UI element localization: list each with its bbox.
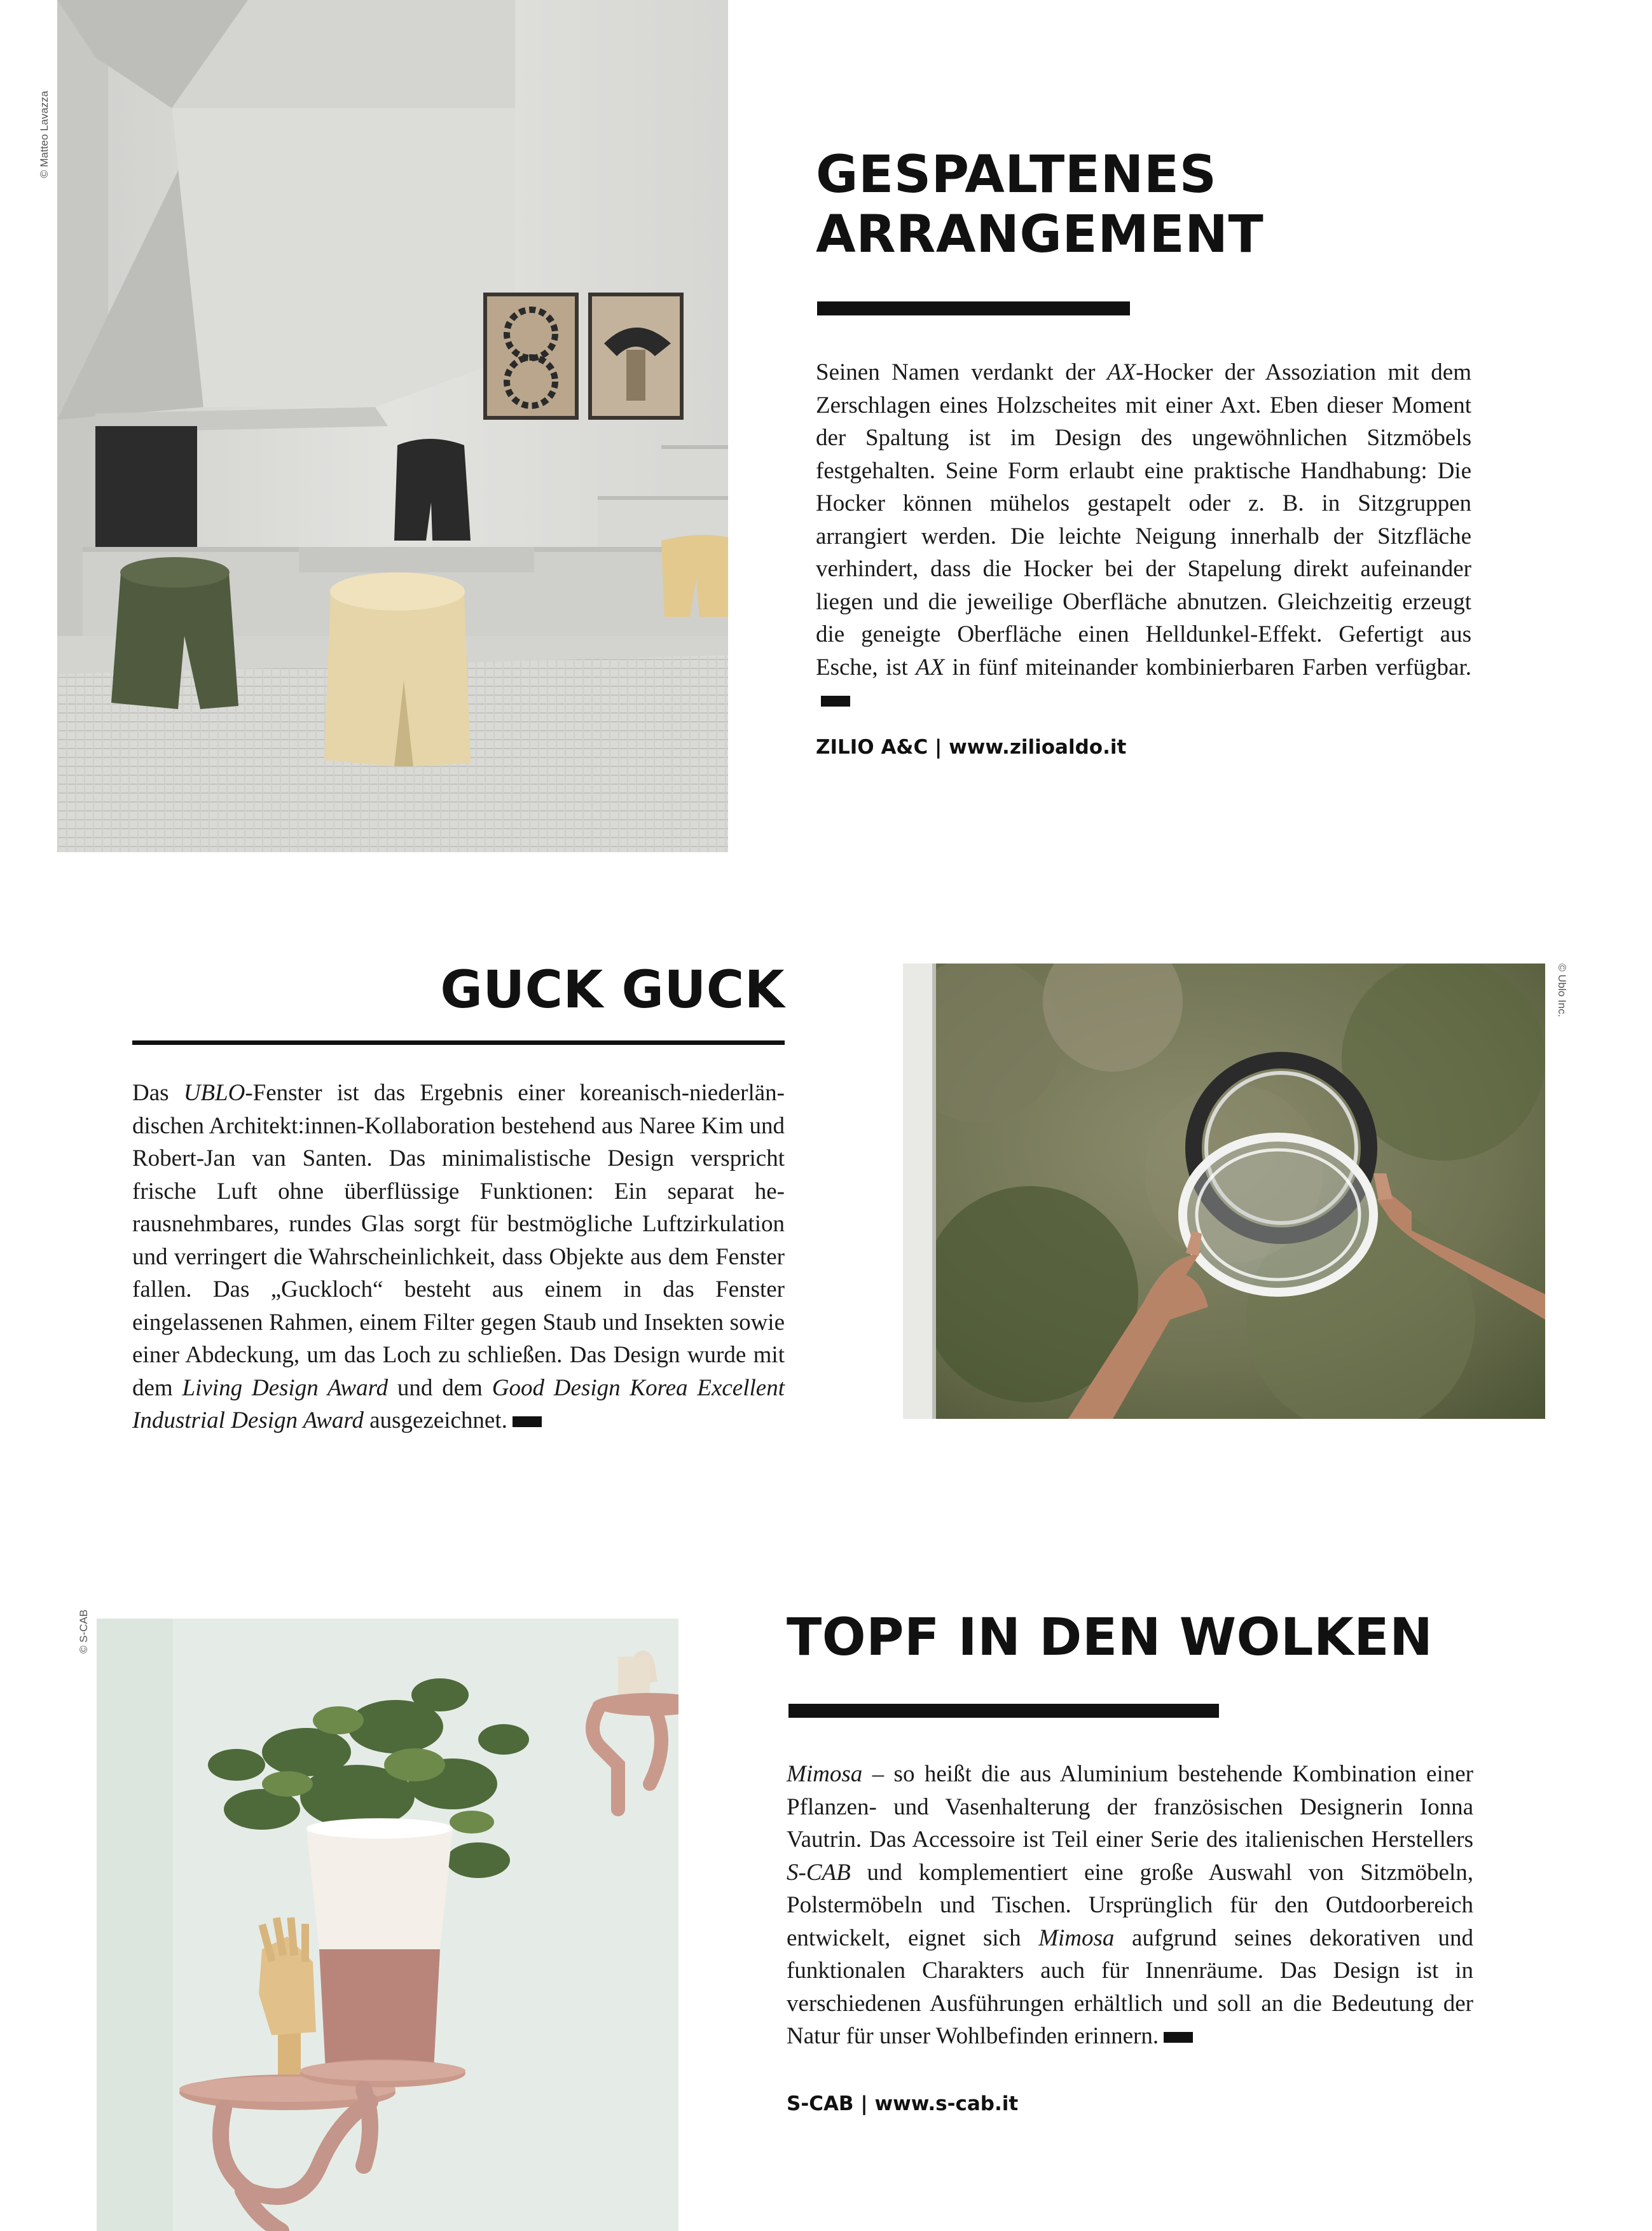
photo-credit-ublo: © Ublo Inc. <box>1556 964 1568 1018</box>
headline-rule-mimosa <box>788 1704 1219 1718</box>
ax-stool-photo <box>57 0 728 852</box>
body-run: -Hocker der Assoziation mit dem Zerschlagen eines Holzscheites mit einer Axt. Eben dieser Moment der Spaltung ist im Design des ungewöhnlichen Sitzmöbels festgehalten. Seine Form erlaubt eine praktische Handhabung: Die Hocker können mühelos gestapelt oder z. B. in Sitzgruppen arrangiert werden. Die leichte Neigung innerhalb der Sitzfläche verhindert, dass die Hocker bei der Stapelung direkt aufeinander liegen und die jeweilige Oberfläche abnutzen. Gleichzeitig erzeugt die geneigte Oberfläche einen Helldunkel-Effekt. Gefertigt aus Esche, ist <box>816 359 1471 680</box>
body-run: – so heißt die aus Aluminium bestehende Kombination einer Pflanzen- und Vasenhalterung der französischen Designerin Ionna Vautrin. Das Accessoire ist Teil einer Serie des italienischen Herstellers <box>787 1761 1473 1853</box>
photo-credit-ax: © Matteo Lavazza <box>38 90 50 178</box>
body-run: aufgrund seines dekorativen und funktionalen Charakters auch für Innenräume. Das Design ist in verschiedenen Ausführungen erhältlich und soll an die Bedeutung der Natur für unser Wohlbefinden erinnern. <box>787 1924 1473 2049</box>
body-run: und dem <box>388 1374 492 1401</box>
headline-rule-ublo <box>132 1040 785 1045</box>
headline-rule-ax <box>817 301 1130 315</box>
body-text-mimosa <box>787 1758 1473 2053</box>
end-mark-icon <box>821 696 850 707</box>
headline-ublo <box>132 960 785 1020</box>
body-run: AX <box>916 654 945 680</box>
source-ax: ZILIO A&C | www.zilioaldo.it <box>816 736 1127 759</box>
body-text-ax <box>816 356 1471 717</box>
ublo-window-photo <box>903 964 1545 1419</box>
headline-ax-line1: GESPALTENES <box>816 145 1217 205</box>
body-run: ausgezeichnet. <box>363 1407 507 1433</box>
photo-credit-mimosa: © S-CAB <box>78 1609 90 1654</box>
body-run: S-CAB <box>787 1859 851 1886</box>
end-mark-icon <box>513 1416 542 1427</box>
body-run: AX <box>1106 359 1136 385</box>
body-run: Das <box>132 1080 184 1106</box>
body-run: UBLO <box>183 1080 245 1106</box>
body-run: -Fenster ist das Ergebnis einer koreanisch-niederländischen Architekt:innen-Kollaboration bestehend aus Naree Kim und Robert-Jan van Santen. Das minimalistische Design verspricht frische Luft ohne überflüssige Funktionen: Ein separat herausnehmbares, rundes Glas sorgt für bestmögliche Luftzirkulation und verringert die Wahrscheinlichkeit, dass Objekte aus dem Fenster fallen. Das „Guckloch“ besteht aus einem in das Fenster eingelassenen Rahmen, einem Filter gegen Staub und Insekten sowie einer Abdeckung, um das Loch zu schließen. Das Design wurde mit dem <box>132 1080 785 1401</box>
end-mark-icon <box>1164 2032 1193 2043</box>
body-run: Good Design Korea Excellent Industrial Design Award <box>132 1374 785 1433</box>
source-mimosa: S-CAB | www.s-cab.it <box>787 2092 1019 2115</box>
body-run: Seinen Namen verdankt der <box>816 359 1107 385</box>
body-run: Mimosa <box>1038 1924 1115 1951</box>
body-text-ublo <box>132 1077 785 1437</box>
headline-ax-line2: ARRANGEMENT <box>816 205 1264 265</box>
mimosa-shelf-photo <box>97 1619 678 2231</box>
headline-mimosa-text: TOPF IN DEN WOLKEN <box>787 1608 1433 1668</box>
headline-ublo-text: GUCK GUCK <box>440 960 785 1020</box>
body-run: und komplementiert eine große Auswahl von Sitzmöbeln, Polstermöbeln und Tischen. Ursprünglich für den Outdoorbereich entwickelt, eignet sich <box>787 1859 1473 1951</box>
headline-ax <box>816 145 1263 265</box>
body-run: Mimosa <box>787 1761 863 1787</box>
body-run: in fünf miteinander kombinierbaren Farben verfügbar. <box>944 654 1471 680</box>
headline-mimosa <box>787 1608 1433 1668</box>
body-run: Living Design Award <box>182 1374 389 1401</box>
